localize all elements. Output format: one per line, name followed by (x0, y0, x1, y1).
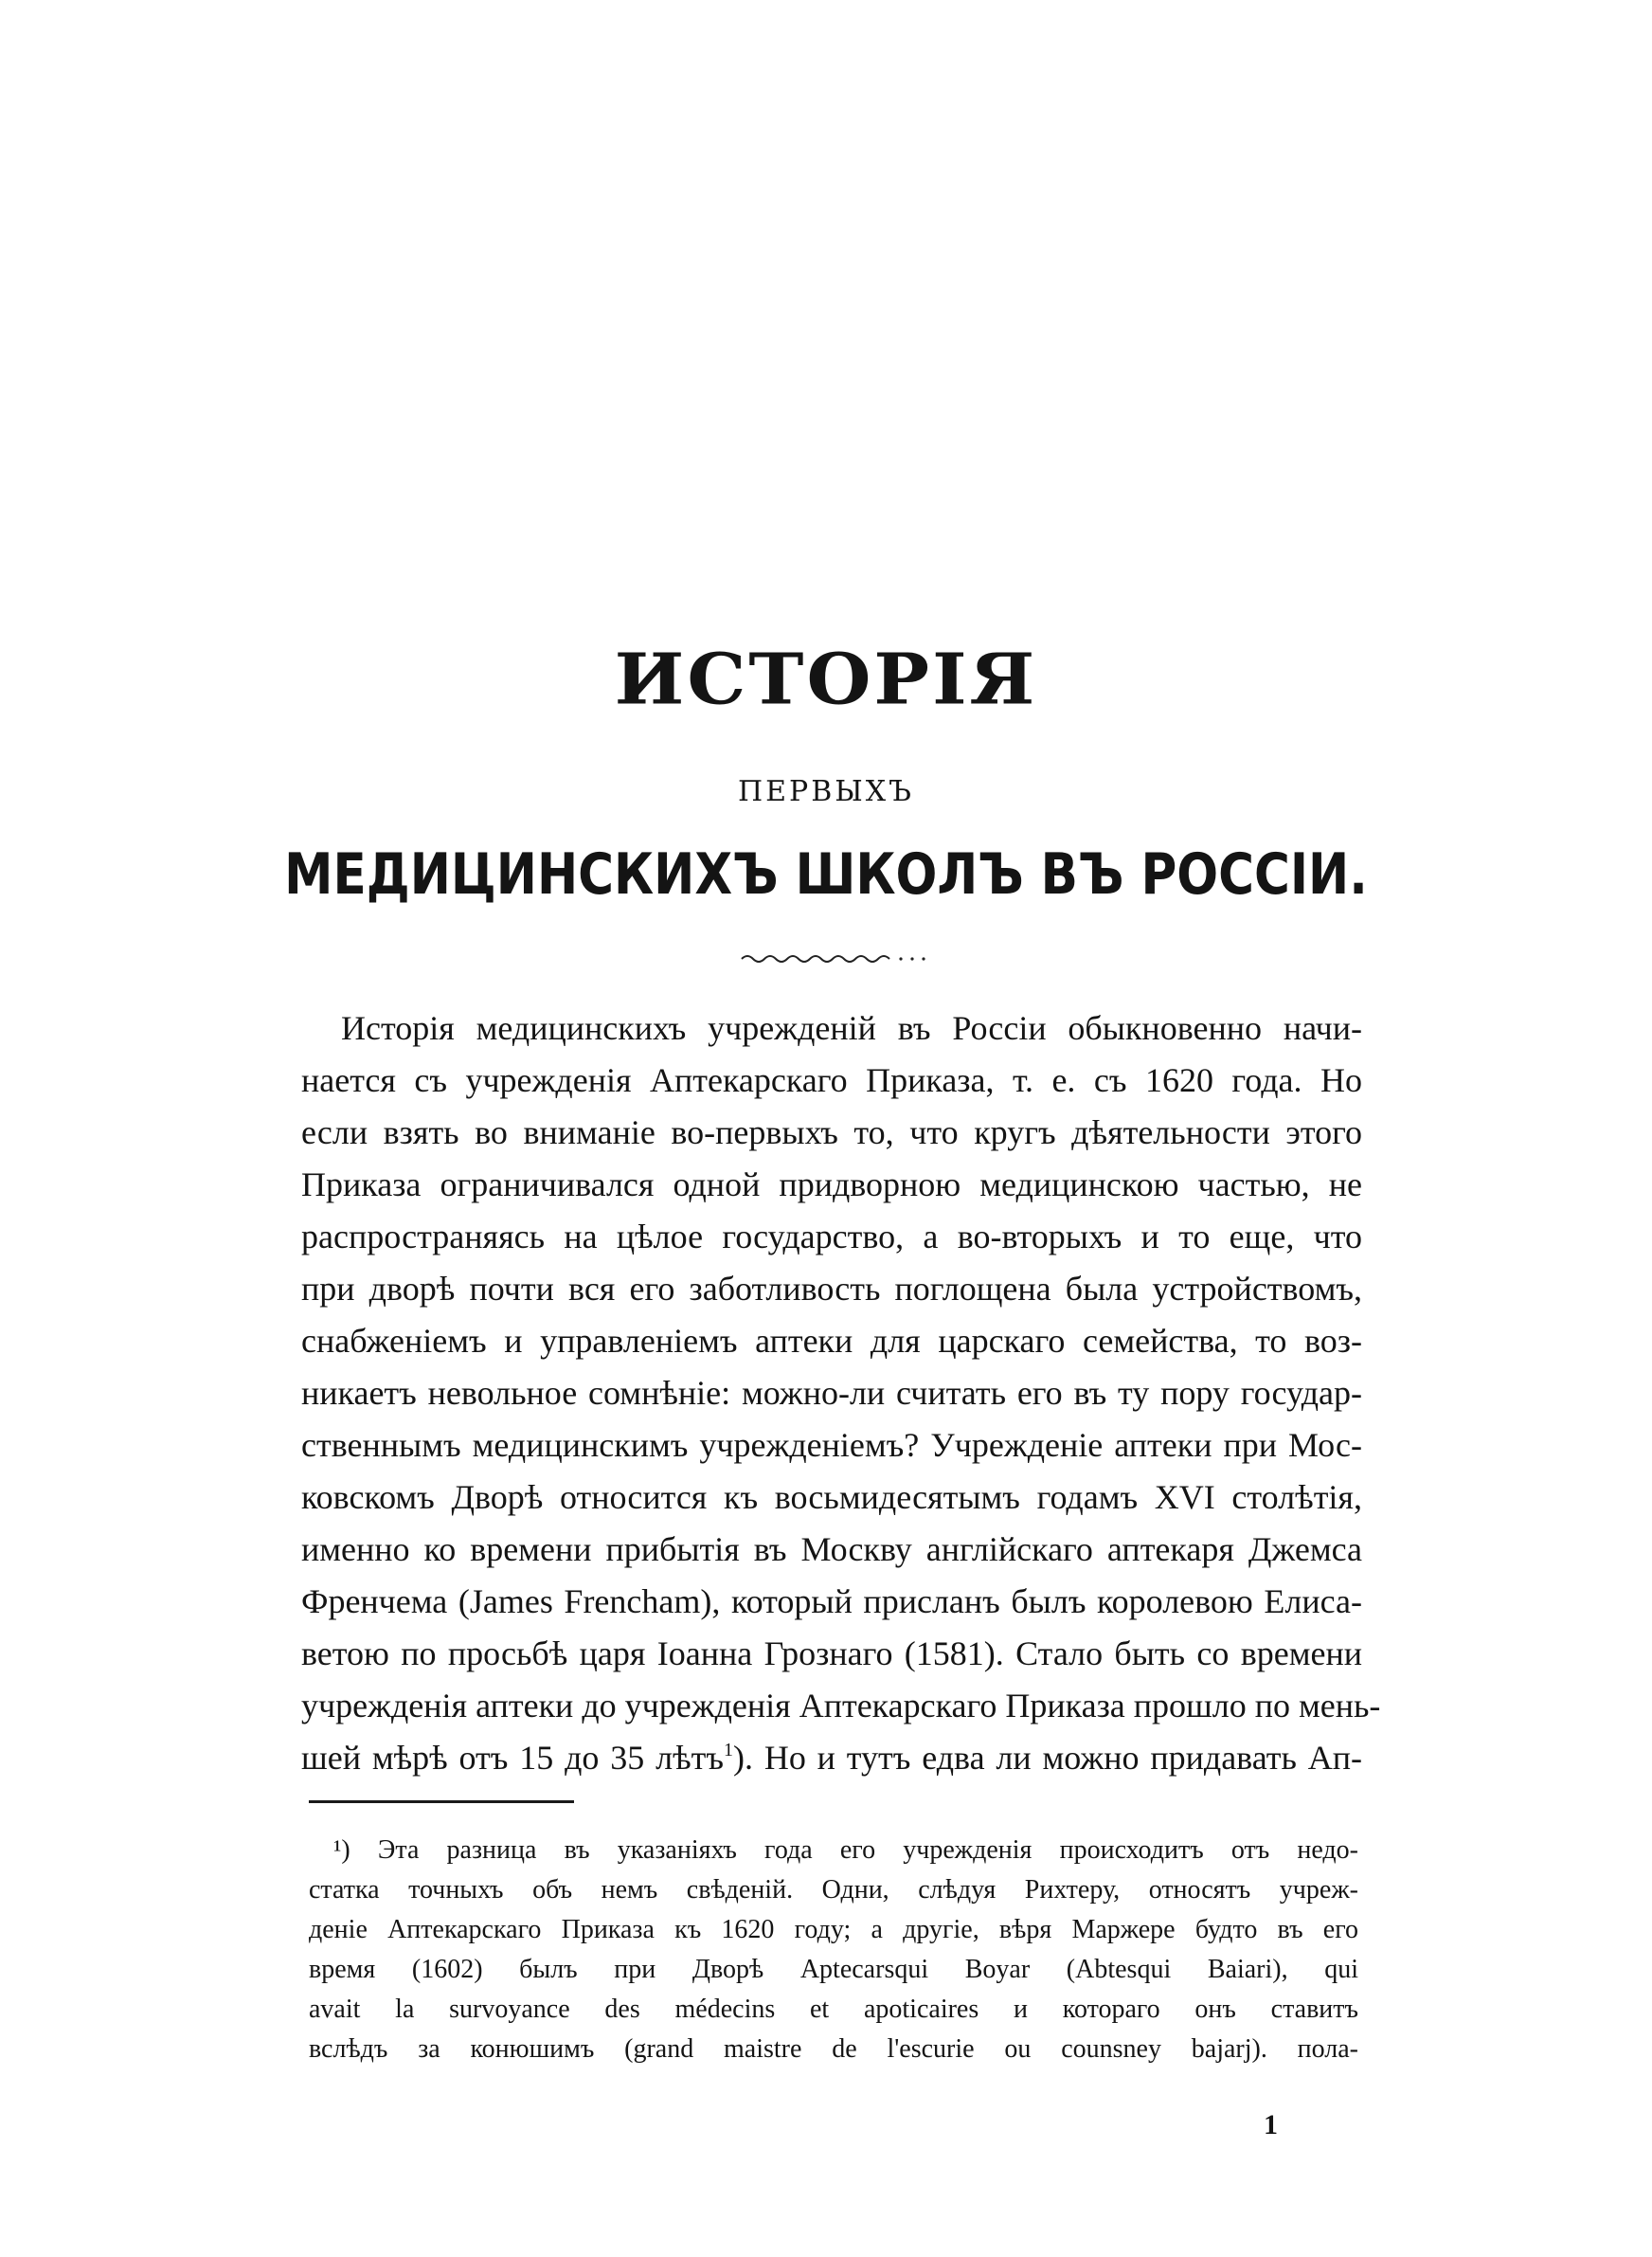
body-line-part: ). Но и тутъ едва ли можно придавать Ап- (732, 1739, 1363, 1777)
footnote-line: вслѣдъ за конюшимъ (grand maistre de l'escurie ou counsney bajarj). пола- (309, 2034, 1358, 2064)
body-line: Френчема (James Frencham), который присланъ былъ королевою Елиса- (301, 1582, 1362, 1620)
title-third: МЕДИЦИНСКИХЪ ШКОЛЪ ВЪ РОССІИ. (284, 841, 1368, 908)
footnote-divider (309, 1800, 574, 1803)
body-line-part: шей мѣрѣ отъ 15 до 35 лѣтъ (301, 1739, 724, 1777)
body-line: распространяясь на цѣлое государство, а во-вторыхъ и то еще, что (301, 1218, 1362, 1255)
body-line: именно ко времени прибытія въ Москву англійскаго аптекаря Джемса (301, 1530, 1362, 1568)
body-line: ственнымъ медицинскимъ учрежденіемъ? Учрежденіе аптеки при Мос- (301, 1426, 1362, 1464)
body-line: учрежденія аптеки до учрежденія Аптекарскаго Приказа прошло по мень- (301, 1687, 1381, 1724)
footnote-line: время (1602) былъ при Дворѣ Aptecarsqui Boyar (Abtesqui Baiari), qui (309, 1955, 1358, 1984)
body-paragraph (301, 1002, 1381, 1784)
title-main: ИСТОРІЯ (614, 639, 1038, 721)
body-line: ветою по просьбѣ царя Іоанна Грознаго (1581). Стало быть со времени (301, 1634, 1362, 1672)
body-line: если взять во вниманіе во-первыхъ то, что кругъ дѣятельности этого (301, 1113, 1362, 1151)
footnote-reference: 1 (723, 1740, 733, 1760)
title-sub: ПЕРВЫХЪ (738, 775, 914, 808)
body-line: никаетъ невольное сомнѣніе: можно-ли считать его въ ту пору государ- (301, 1374, 1362, 1412)
page-number: 1 (1264, 2109, 1278, 2140)
footnote-line: avait la survoyance des médecins et apoticaires и котораго онъ ставитъ (309, 1995, 1358, 2024)
body-line: нается съ учрежденія Аптекарскаго Приказа, т. е. съ 1620 года. Но (301, 1061, 1362, 1099)
body-line: Приказа ограничивался одной придворною медицинскою частью, не (301, 1165, 1362, 1203)
body-line: снабженіемъ и управленіемъ аптеки для царскаго семейства, то воз- (301, 1322, 1362, 1360)
footnote-line: деніе Аптекарскаго Приказа къ 1620 году; а другіе, вѣря Маржере будто въ его (309, 1915, 1358, 1944)
body-line: Исторія медицинскихъ учрежденій въ Россіи обыкновенно начи- (341, 1009, 1362, 1047)
footnote-line: статка точныхъ объ немъ свѣденій. Одни, слѣдуя Рихтеру, относятъ учреж- (309, 1875, 1358, 1905)
footnote-line: ¹) Эта разница въ указаніяхъ года его учрежденія происходитъ отъ недо- (333, 1835, 1358, 1865)
footnote (309, 1831, 1358, 2069)
ornament-divider (740, 949, 941, 968)
body-line-last (301, 1732, 1362, 1784)
body-line: ковскомъ Дворѣ относится къ восьмидесятымъ годамъ XVI столѣтія, (301, 1478, 1362, 1516)
body-line: при дворѣ почти вся его заботливость поглощена была устройствомъ, (301, 1270, 1362, 1308)
